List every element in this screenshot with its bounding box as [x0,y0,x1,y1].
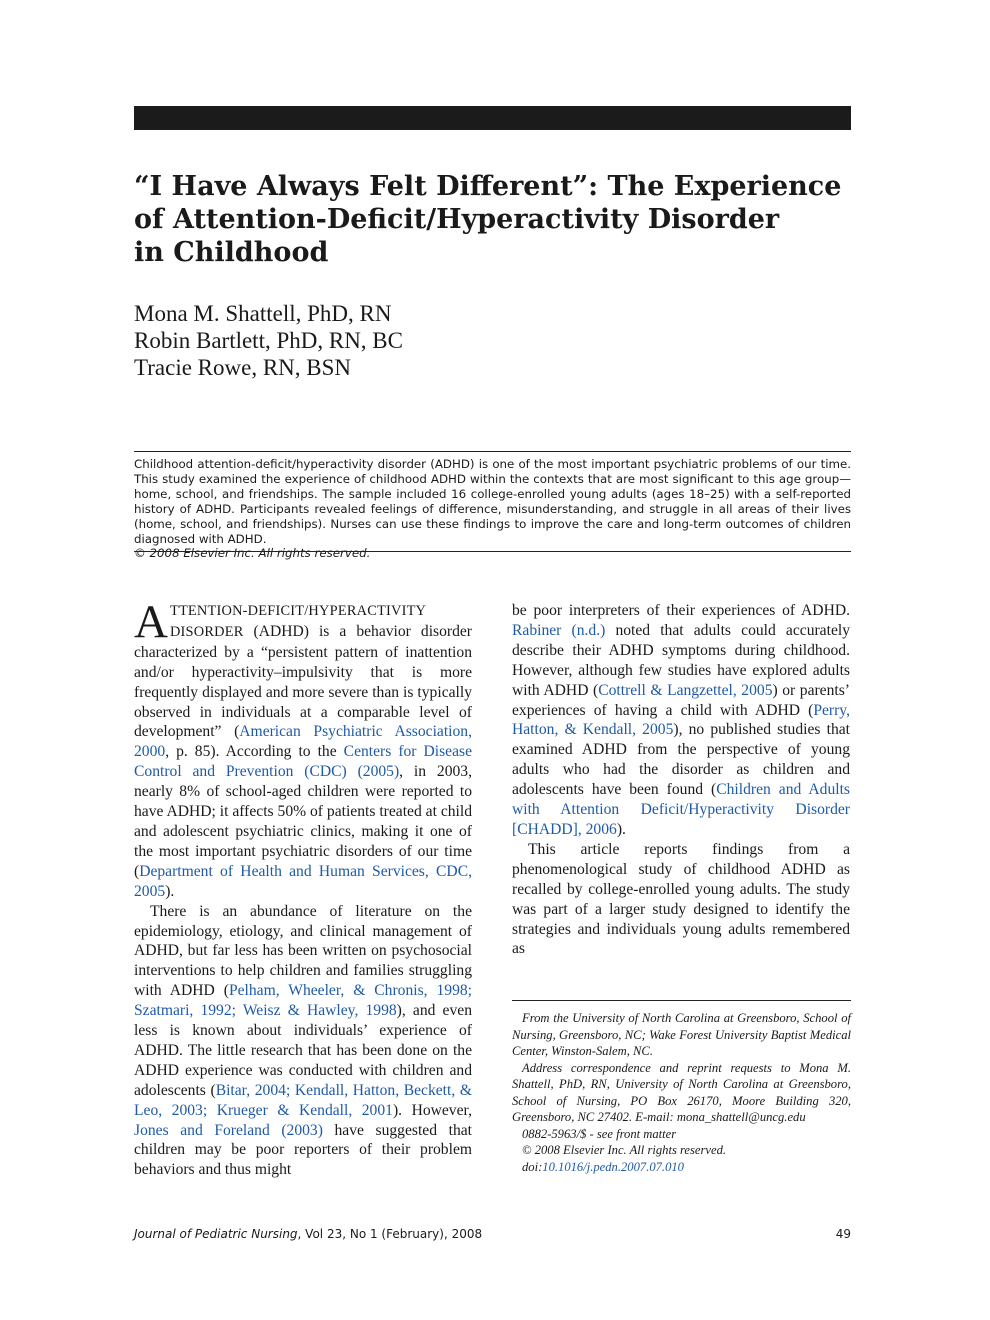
paragraph [512,601,850,840]
journal-issue: , Vol 23, No 1 (February), 2008 [297,1227,483,1241]
title-line: “I Have Always Felt Different”: The Experience [134,171,842,202]
paragraph [134,596,473,902]
text-run: (ADHD) is a behavior disorder characterized by a “persistent pattern of inattention and/or hyperactivity–impulsivity that is more frequently displayed and more severe than is typically observed in individuals at a comparable level of development” ( [134,622,472,741]
title-line: of Attention-Deficit/Hyperactivity Disorder [134,204,780,235]
author-list [134,300,403,381]
abstract-text: Childhood attention-deficit/hyperactivity disorder (ADHD) is one of the most important psychiatric problems of our time. This study examined the experience of childhood ADHD within the contexts that are most significant to this age group—home, school, and friendships. The sample included 16 college-enrolled young adults (ages 18–25) with a self-reported history of ADHD. Participants revealed feelings of difference, misunderstanding, and struggle in all areas of their lives (home, school, and friendships). Nurses can use these findings to improve the care and long-term outcomes of children diagnosed with ADHD. [134,457,851,546]
drop-cap: A [134,596,168,648]
text-run: , p. 85). According to the [165,743,344,761]
citation-link[interactable]: American Psychiatric Association, 2000 [134,723,472,761]
abstract-top-rule [134,451,851,452]
page-number: 49 [835,1227,851,1241]
abstract-copyright: © 2008 Elsevier Inc. All rights reserved. [134,546,371,561]
text-run: have suggested that children may be poor reporters of their problem behaviors and thus might [134,1121,472,1179]
text-run: ), and even less is known about individuals’ experience of ADHD. The little research that has been done on the ADHD experience was conducted with children and adolescents ( [134,1002,472,1099]
title-line: in Childhood [134,237,329,268]
journal-name: Journal of Pediatric Nursing [134,1227,298,1241]
citation-link[interactable]: Rabiner (n.d.) [512,621,606,639]
abstract-bottom-rule [134,551,851,552]
text-run: , in 2003, nearly 8% of school-aged children were reported to have ADHD; it affects 50% of patients treated at child and adolescent psychiatric clinics, making it one of the most important psychiatric disorders of our time ( [134,763,472,880]
citation-link[interactable]: Children and Adults with Attention Deficit/Hyperactivity Disorder [CHADD], 2006 [512,781,850,838]
author: Tracie Rowe, RN, BSN [134,355,352,380]
text-run: ) or parents’ experiences of having a child with ADHD ( [512,681,850,719]
affiliation-note: From the University of North Carolina at Greensboro, School of Nursing, Greensboro, NC; Wake Forest University Baptist Medical Center, Winston-Salem, NC. [512,1011,851,1058]
issn-note: 0882-5963/$ - see front matter [522,1126,677,1141]
copyright-note: © 2008 Elsevier Inc. All rights reserved. [522,1143,727,1157]
citation-link[interactable]: Bitar, 2004; Kendall, Hatton, Beckett, & Leo, 2003; Krueger & Kendall, 2001 [134,1081,472,1119]
footnotes [512,1010,851,1175]
right-column [512,601,850,959]
abstract [134,457,851,561]
text-run: noted that adults could accurately describe their ADHD symptoms during childhood. However, although few studies have explored adults with ADHD ( [512,621,850,699]
doi-label: doi: [522,1159,543,1174]
text-run: ). [616,820,626,838]
text-run: ), no published studies that examined ADHD from the perspective of young adults who had the disorder as children and adolescents have been found ( [512,721,850,799]
small-caps-lead: TTENTION-DEFICIT/HYPERACTIVITY DISORDER [169,603,427,640]
author: Robin Bartlett, PhD, RN, BC [134,328,403,353]
article-title [134,170,854,269]
citation-link[interactable]: Jones and Foreland (2003) [134,1121,323,1139]
paragraph: This article reports findings from a phenomenological study of childhood ADHD as recalled by college-enrolled young adults. The study was part of a larger study designed to identify the strategies and individuals young adults remembered as [512,840,850,958]
citation-link[interactable]: Centers for Disease Control and Prevention (CDC) (2005) [134,743,473,781]
doi-note [512,1159,851,1176]
footnote-rule [512,1000,851,1001]
citation-link[interactable]: Pelham, Wheeler, & Chronis, 1998; Szatmari, 1992; Weisz & Hawley, 1998 [134,982,472,1020]
citation-link[interactable]: Cottrell & Langzettel, 2005 [598,681,773,699]
header-bar [134,106,851,130]
doi-link[interactable]: 10.1016/j.pedn.2007.07.010 [542,1159,684,1174]
correspondence-note: Address correspondence and reprint requests to Mona M. Shattell, PhD, RN, University of North Carolina at Greensboro, School of Nursing, PO Box 26170, Moore Building 320, Greensboro, NC 27402. E-mail: mona_shattell@uncg.edu [512,1060,851,1124]
citation-link[interactable]: Department of Health and Human Services, CDC, 2005 [134,862,472,900]
text-run: ). [165,882,175,900]
author: Mona M. Shattell, PhD, RN [134,301,392,326]
text-run: ). However, [392,1101,472,1119]
page-footer [134,1227,851,1241]
paragraph [134,902,472,1181]
citation-link[interactable]: Perry, Hatton, & Kendall, 2005 [512,701,850,739]
text-run: be poor interpreters of their experiences of ADHD. [512,602,850,619]
text-run: There is an abundance of literature on the epidemiology, etiology, and clinical management of ADHD, but far less has been written on psychosocial interventions to help children and families struggling with ADHD ( [134,902,472,1000]
left-column [134,596,473,1180]
